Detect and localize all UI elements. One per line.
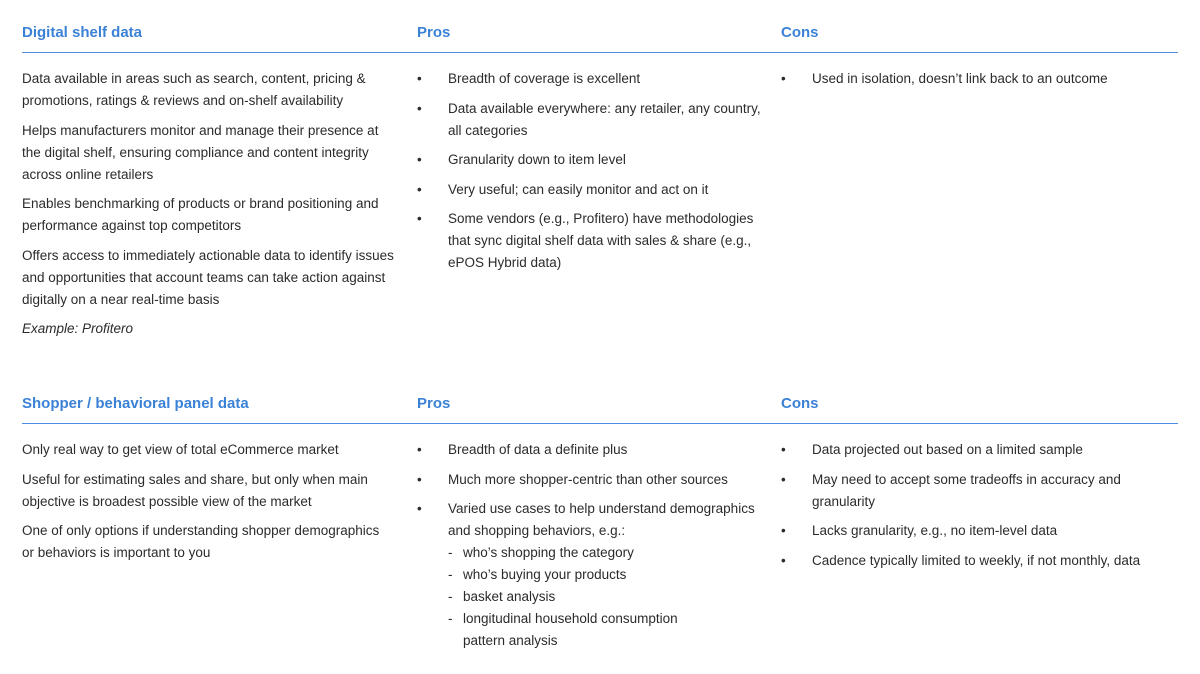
bullet-icon: • [417, 471, 422, 487]
list-item-text: Varied use cases to help understand demographics and shopping behaviors, e.g.: [448, 501, 755, 538]
bullet-icon: • [417, 71, 422, 86]
list-item [781, 469, 1132, 513]
bullet-icon: • [781, 442, 786, 457]
dash-icon: - [448, 567, 453, 582]
description-column [22, 439, 394, 572]
list-item [781, 68, 1176, 90]
bullet-icon: • [417, 211, 422, 226]
sub-list-item [448, 586, 767, 608]
sub-list [417, 542, 767, 652]
dash-icon: - [448, 545, 453, 560]
list-item [417, 469, 767, 491]
cons-list [781, 439, 1176, 572]
list-item [417, 68, 767, 90]
description-paragraph: Useful for estimating sales and share, but only when main objective is broadest possible view of the market [22, 471, 368, 509]
bullet-icon: • [417, 100, 422, 116]
list-item-text: Very useful; can easily monitor and act on it [448, 181, 709, 197]
cons-list [781, 68, 1176, 90]
cons-heading: Cons [781, 24, 819, 41]
description-paragraph: One of only options if understanding shopper demographics or behaviors is important to you [22, 523, 380, 560]
pros-list [417, 68, 767, 274]
list-item-text: Breadth of coverage is excellent [448, 71, 641, 86]
sub-list-item-text: basket analysis [463, 589, 556, 604]
bullet-icon: • [781, 71, 786, 86]
list-item [781, 439, 1176, 461]
bullet-icon: • [781, 471, 786, 487]
description-paragraph: Data available in areas such as search, content, pricing & promotions, ratings & reviews and on-shelf availability [22, 71, 366, 108]
sub-list-item [448, 564, 767, 586]
list-item-text: Much more shopper-centric than other sources [448, 471, 728, 487]
sub-list-item-text: who’s buying your products [463, 567, 627, 582]
list-item [781, 550, 1176, 572]
list-item [417, 498, 767, 652]
description-column [22, 68, 394, 348]
example-text: Example: Profitero [22, 321, 134, 336]
description-paragraph: Helps manufacturers monitor and manage their presence at the digital shelf, ensuring compliance and content integrity across online retailers [22, 122, 379, 182]
dash-icon: - [448, 589, 453, 604]
section-header-row [22, 393, 1178, 424]
bullet-icon: • [417, 442, 422, 457]
sub-list-item [448, 608, 703, 652]
list-item [417, 98, 767, 142]
sub-list-item-text: longitudinal household consumption pattern analysis [463, 611, 678, 648]
pros-column [417, 68, 767, 282]
list-item-text: Some vendors (e.g., Profitero) have methodologies that sync digital shelf data with sales & share (e.g., ePOS Hybrid data) [448, 211, 754, 270]
list-item-text: May need to accept some tradeoffs in accuracy and granularity [812, 471, 1121, 509]
description-paragraph: Offers access to immediately actionable data to identify issues and opportunities that account teams can take action against digitally on a near real-time basis [22, 247, 394, 307]
list-item [417, 149, 767, 171]
bullet-icon: • [417, 501, 422, 516]
pros-list [417, 439, 767, 652]
list-item-text: Granularity down to item level [448, 152, 626, 167]
section-title: Digital shelf data [22, 24, 143, 41]
pros-heading: Pros [417, 395, 451, 412]
section-title: Shopper / behavioral panel data [22, 395, 249, 412]
list-item-text: Cadence typically limited to weekly, if not monthly, data [812, 552, 1141, 568]
digital-shelf-section [22, 22, 1178, 336]
list-item [781, 520, 1176, 542]
pros-heading: Pros [417, 24, 451, 41]
list-item-text: Data available everywhere: any retailer, any country, all categories [448, 100, 761, 138]
section-header-row [22, 22, 1178, 53]
description-paragraph: Only real way to get view of total eCommerce market [22, 442, 339, 457]
bullet-icon: • [417, 181, 422, 197]
list-item-text: Breadth of data a definite plus [448, 442, 628, 457]
bullet-icon: • [781, 523, 786, 538]
list-item [417, 208, 767, 274]
cons-heading: Cons [781, 395, 819, 412]
list-item [417, 439, 767, 461]
cons-column [781, 68, 1176, 98]
list-item-text: Lacks granularity, e.g., no item-level data [812, 523, 1058, 538]
bullet-icon: • [417, 152, 422, 167]
list-item-text: Used in isolation, doesn’t link back to an outcome [812, 71, 1108, 86]
dash-icon: - [448, 611, 453, 626]
shopper-panel-section [22, 393, 1178, 648]
list-item-text: Data projected out based on a limited sample [812, 442, 1083, 457]
description-paragraph: Enables benchmarking of products or brand positioning and performance against top competitors [22, 196, 379, 233]
sub-list-item-text: who’s shopping the category [463, 545, 634, 560]
pros-column [417, 439, 767, 660]
sub-list-item [448, 542, 767, 564]
bullet-icon: • [781, 552, 786, 568]
list-item [417, 179, 767, 201]
cons-column [781, 439, 1176, 579]
